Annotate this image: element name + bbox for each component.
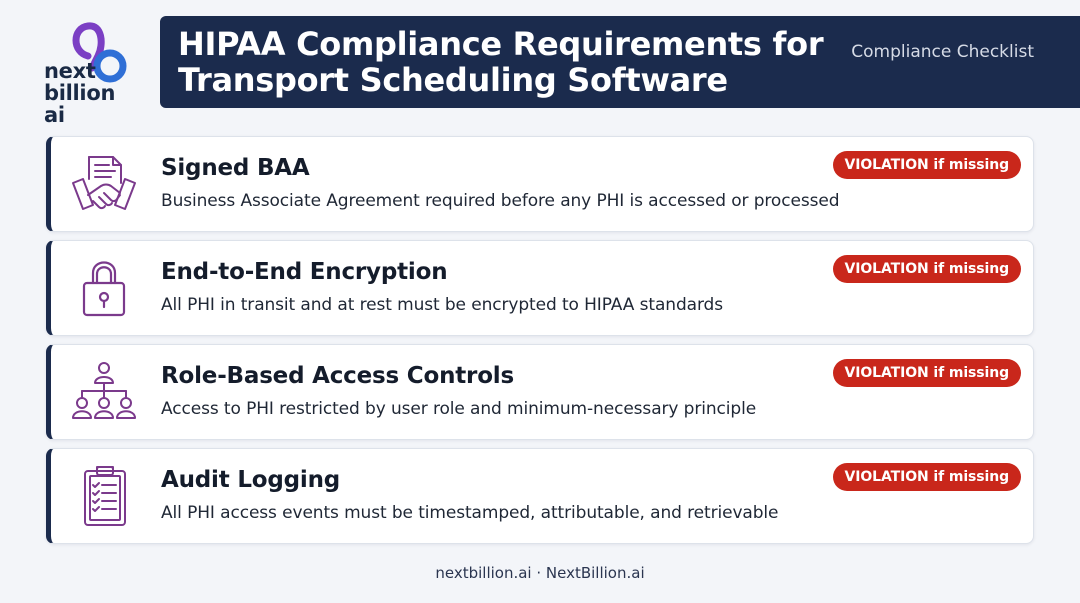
requirement-title: Role-Based Access Controls (161, 363, 514, 389)
requirement-description: All PHI in transit and at rest must be encrypted to HIPAA standards (161, 295, 723, 315)
header-banner (160, 16, 1080, 108)
requirement-title: Audit Logging (161, 467, 341, 493)
requirement-card-baa (46, 136, 1034, 232)
page-subtitle: Compliance Checklist (851, 42, 1034, 62)
requirement-card-access-controls (46, 344, 1034, 440)
violation-badge: VIOLATION if missing (833, 463, 1021, 491)
violation-badge: VIOLATION if missing (833, 151, 1021, 179)
requirements-list (46, 136, 1034, 552)
requirement-description: Business Associate Agreement required before any PHI is accessed or processed (161, 191, 840, 211)
requirement-title: End-to-End Encryption (161, 259, 448, 285)
org-chart-icon (71, 361, 137, 423)
handshake-document-icon (71, 153, 137, 215)
logo-line2: billion ai (44, 81, 116, 127)
requirement-card-encryption (46, 240, 1034, 336)
requirement-description: All PHI access events must be timestamped, attributable, and retrievable (161, 503, 779, 523)
logo-line1: next (44, 59, 96, 83)
padlock-icon (71, 257, 137, 319)
requirement-card-audit-logging (46, 448, 1034, 544)
footer-credit: nextbillion.ai · NextBillion.ai (435, 564, 645, 582)
violation-badge: VIOLATION if missing (833, 255, 1021, 283)
brand-logo (40, 18, 140, 127)
clipboard-checklist-icon (71, 465, 137, 527)
logo-wordmark (44, 60, 140, 126)
requirement-title: Signed BAA (161, 155, 310, 181)
page-title: HIPAA Compliance Requirements for Transport Scheduling Software (178, 25, 824, 99)
violation-badge: VIOLATION if missing (833, 359, 1021, 387)
requirement-description: Access to PHI restricted by user role and minimum-necessary principle (161, 399, 757, 419)
